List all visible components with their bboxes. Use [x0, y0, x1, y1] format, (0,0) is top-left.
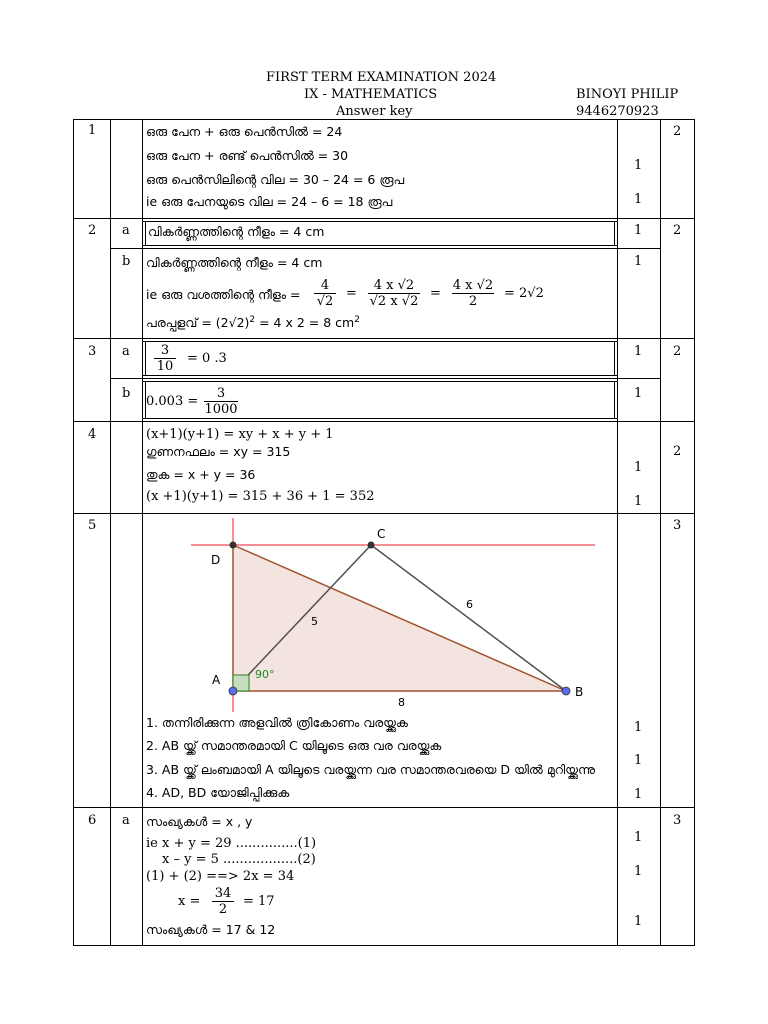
q1-mark-1: 1 [634, 158, 643, 173]
triangle-construction-diagram [185, 516, 605, 712]
q6-x-prefix: x = [178, 894, 201, 909]
subject-title: IX - MATHEMATICS [304, 87, 438, 102]
q1-line-3: ഒരു പെൻസിലിന്റെ വില = 30 – 24 = 6 രൂപ [146, 172, 405, 187]
q1-mark-2: 1 [634, 192, 643, 207]
q1-number: 1 [88, 123, 97, 138]
q4-mark-2: 1 [634, 494, 643, 509]
length-5: 5 [311, 615, 318, 628]
q1-line-4: ie ഒരു പേനയുടെ വില = 24 – 6 = 18 രൂപ [146, 194, 393, 209]
point-c [368, 542, 375, 549]
q3b-mark: 1 [634, 386, 643, 401]
q2b-line-3: പരപ്പളവ് = $(2√2)^2 = 4$ x 2 = 8 $cm^2$ [146, 315, 360, 330]
q2a-mark: 1 [634, 223, 643, 238]
q5-mark-1: 1 [634, 720, 643, 735]
label-c: C [377, 527, 386, 541]
q6-x-fraction: $\frac{34}{2}$ [212, 886, 234, 917]
q5-mark-3: 1 [634, 787, 643, 802]
q1-line-2: ഒരു പേന + രണ്ട് പെൻസിൽ = 30 [146, 148, 349, 163]
q2b-line-1: വികർണ്ണത്തിന്റെ നീളം = 4 cm [146, 255, 323, 270]
q2-part-b: b [122, 254, 131, 269]
q3-part-b: b [122, 386, 131, 401]
label-d: D [211, 553, 221, 567]
q2b-equals-2: = [430, 286, 441, 301]
q5-mark-2: 1 [634, 753, 643, 768]
q6-line-6: സംഖ്യകൾ = 17 & 12 [146, 922, 276, 937]
q1-total: 2 [673, 124, 682, 139]
q1-line-1: ഒരു പേന + ഒരു പെൻസിൽ = 24 [146, 124, 343, 139]
q5-step-3: 3. AB യ്ക്ക് ലംബമായി A യിലൂടെ വരയ്ക്കുന്ന വര സമാന്തരവരയെ D യിൽ മുറിയ്ക്കുന്നു [146, 762, 595, 777]
q2b-equals-1: = [346, 286, 357, 301]
q6-line-4: (1) + (2) ==> 2x = 34 [146, 869, 295, 884]
q5-step-2: 2. AB യ്ക്ക് സമാന്തരമായി C യിലൂടെ ഒരു വര വരയ്ക്കുക [146, 738, 442, 753]
point-a [229, 687, 237, 695]
author-phone: 9446270923 [576, 104, 659, 119]
q2b-fraction-3: $\frac{4 x √2}{2}$ [452, 278, 494, 309]
exam-title: FIRST TERM EXAMINATION 2024 [266, 70, 497, 85]
q5-step-4: 4. AD, BD യോജിപ്പിക്കുക [146, 785, 290, 800]
q2-total: 2 [673, 223, 682, 238]
q6-part-a: a [122, 813, 130, 828]
q2b-fraction-2: $\frac{4 x √2}{√2 x √2}$ [369, 278, 419, 309]
answer-key-label: Answer key [336, 104, 413, 119]
q3a-fraction: $\frac{3}{10}$ [154, 343, 176, 374]
q2b-fraction-1: $\frac{4}{√2}$ [314, 278, 336, 309]
q6-line-2: ie x + y = 29 ...............(1) [146, 836, 317, 851]
q3-number: 3 [88, 344, 97, 359]
q6-x-result: = 17 [243, 894, 275, 909]
q4-line-4: (x +1)(y+1) = 315 + 36 + 1 = 352 [146, 489, 375, 504]
q2b-result: = 2√2 [504, 286, 544, 301]
q3-total: 2 [673, 344, 682, 359]
q3b-prefix: 0.003 = [146, 394, 199, 409]
label-b: B [575, 685, 584, 699]
q4-line-3: തുക = x + y = 36 [146, 467, 256, 482]
q4-line-1: (x+1)(y+1) = xy + x + y + 1 [146, 427, 334, 442]
q5-number: 5 [88, 518, 97, 533]
point-b [562, 687, 570, 695]
label-a: A [212, 673, 221, 687]
q3-part-a: a [122, 344, 130, 359]
length-6: 6 [466, 598, 473, 611]
q2a-line: വികർണ്ണത്തിന്റെ നീളം = 4 cm [148, 224, 325, 239]
q4-mark-1: 1 [634, 460, 643, 475]
q6-mark-2: 1 [634, 864, 643, 879]
q6-number: 6 [88, 813, 97, 828]
q6-line-3: x – y = 5 ..................(2) [162, 852, 316, 867]
q2-part-a: a [122, 223, 130, 238]
q2-number: 2 [88, 223, 97, 238]
length-8: 8 [398, 696, 405, 709]
angle-90: 90° [255, 668, 275, 681]
q6-line-1: സംഖ്യകൾ = x , y [146, 814, 253, 829]
q3a-mark: 1 [634, 344, 643, 359]
q5-step-1: 1. തന്നിരിക്കുന്ന അളവിൽ ത്രികോണം വരയ്ക്കുക [146, 715, 408, 730]
q6-mark-1: 1 [634, 830, 643, 845]
q5-total: 3 [673, 518, 682, 533]
q4-number: 4 [88, 427, 97, 442]
q2b-mark: 1 [634, 254, 643, 269]
author-name: BINOYI PHILIP [576, 87, 679, 102]
q2b-line-2-prefix: ie ഒരു വശത്തിന്റെ നീളം = [146, 287, 301, 302]
q3b-fraction: $\frac{3}{1000}$ [204, 386, 238, 417]
q3a-result: = 0 .3 [187, 351, 227, 366]
q4-line-2: ഗുണനഫലം = xy = 315 [146, 444, 291, 459]
point-d [230, 542, 237, 549]
q4-total: 2 [673, 444, 682, 459]
q6-total: 3 [673, 813, 682, 828]
q6-mark-3: 1 [634, 914, 643, 929]
